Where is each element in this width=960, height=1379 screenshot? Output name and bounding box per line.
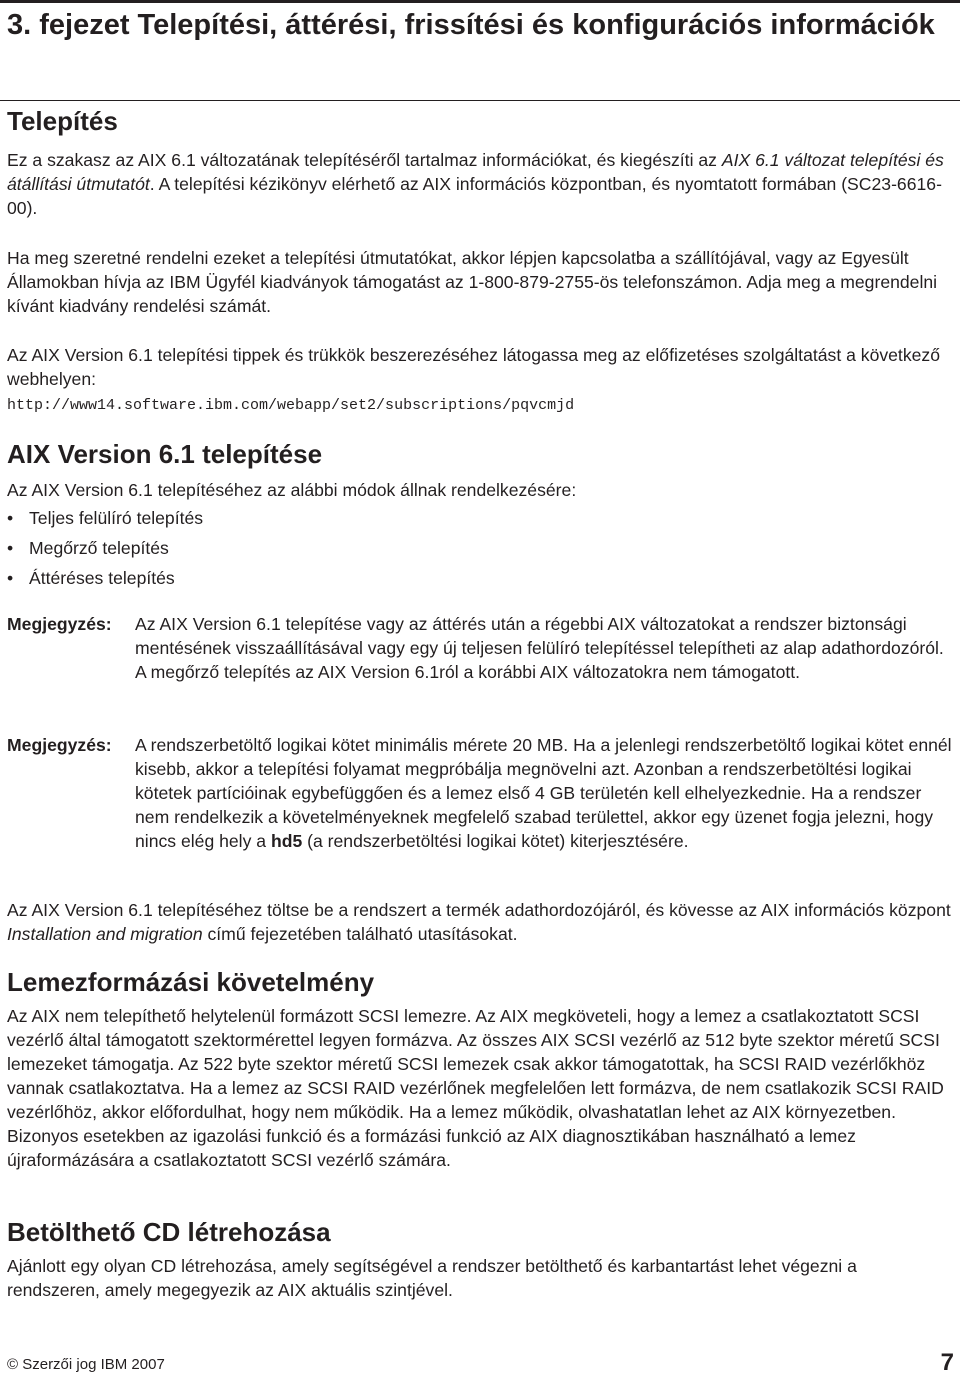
note-label: Megjegyzés:	[7, 614, 112, 634]
tips-paragraph: Az AIX Version 6.1 telepítési tippek és trükkök beszerezéséhez látogassa meg az előfizetéses szolgáltatást a következő webhelyen:	[7, 345, 940, 389]
footer-copyright: © Szerzői jog IBM 2007	[7, 1356, 165, 1373]
install-modes-intro: Az AIX Version 6.1 telepítéséhez az alábbi módok állnak rendelkezésére:	[7, 480, 577, 500]
list-item: • Teljes felülíró telepítés	[7, 508, 204, 528]
chapter-title: 3. fejezet Telepítési, áttérési, frissítési és konfigurációs információk	[7, 9, 935, 41]
bootable-cd-paragraph: Ajánlott egy olyan CD létrehozása, amely segítségével a rendszer betölthető és karbantartást lehet végezni a rendszeren, amely megegyezik az AIX aktuális szintjével.	[7, 1256, 857, 1300]
note-text: A rendszerbetöltő logikai kötet minimális mérete 20 MB. Ha a jelenlegi rendszerbetöltő logikai kötet ennél kisebb, akkor a telepítési folyamat megpróbálja megnövelni azt. Azonban a rendszerbetöltési logikai kötetek partícióinak egybefüggően és a lemez első 4 GB területén kell elhelyezkednie. Ha a rendszer nem rendelkezik a követelményeknek megfelelő szabad területtel, akkor egy üzenet fogja jelezni, hogy nincs elég hely a hd5 (a rendszerbetöltési logikai kötet) kiterjesztésére.	[135, 735, 952, 851]
heading-aix-install: AIX Version 6.1 telepítése	[7, 439, 323, 469]
disk-format-paragraph: Az AIX nem telepíthető helytelenül formázott SCSI lemezre. Az AIX megköveteli, hogy a lemez a csatlakoztatott SCSI vezérlő által támogatott szektormérettel legyen formázva. Az összes AIX SCSI vezérlő az 512 byte szektor méretű SCSI lemezeket támogatja. Az 522 byte szektor méretű SCSI lemezek csak akkor támogatottak, ha SCSI RAID vezérlőkhöz vannak csatlakoztatva. Ha a lemez az SCSI RAID vezérlőnek megfelelően lett formázva, de nem csatlakozik SCSI RAID vezérlőhöz, akkor előfordulhat, hogy nem működik. Ha a lemez működik, olvashatatlan lehet az AIX környezetben. Bizonyos esetekben az igazolási funkció és a formázási funkció az AIX diagnosztikában használható a lemez újraformázására a csatlakoztatott SCSI vezérlő számára.	[7, 1006, 944, 1170]
list-item: • Áttéréses telepítés	[7, 568, 175, 588]
section-rule	[0, 100, 960, 101]
heading-telepites: Telepítés	[7, 106, 118, 136]
note-text: Az AIX Version 6.1 telepítése vagy az áttérés után a régebbi AIX változatokat a rendszer biztonsági mentésének visszaállításával vagy egy új teljesen felülíró telepítéssel telepítheti az alap adathordozóról. A megőrző telepítés az AIX Version 6.1ról a korábbi AIX változatokra nem támogatott.	[135, 614, 944, 682]
closing-paragraph: Az AIX Version 6.1 telepítéséhez töltse be a rendszert a termék adathordozójáról, és kövesse az AIX információs központ Installation and migration című fejezetében található utasításokat.	[7, 900, 951, 944]
note-label: Megjegyzés:	[7, 735, 112, 755]
guide-title: AIX 6.1 változat telepítési és átállítási útmutatót	[7, 150, 944, 194]
chapter-reference: Installation and migration	[7, 924, 203, 944]
heading-bootable-cd: Betölthető CD létrehozása	[7, 1217, 331, 1247]
list-item: • Megőrző telepítés	[7, 538, 169, 558]
subscription-url[interactable]: http://www14.software.ibm.com/webapp/set2/subscriptions/pqvcmjd	[7, 397, 575, 414]
intro-paragraph: Ez a szakasz az AIX 6.1 változatának telepítéséről tartalmaz információkat, és kiegészíti az AIX 6.1 változat telepítési és átállítási útmutatót. A telepítési kézikönyv elérhető az AIX információs központban, és nyomtatott formában (SC23-6616-00).	[7, 150, 944, 218]
page-number: 7	[940, 1349, 954, 1376]
chapter-top-rule	[0, 0, 960, 3]
install-modes-list	[7, 503, 907, 593]
ordering-paragraph: Ha meg szeretné rendelni ezeket a telepítési útmutatókat, akkor lépjen kapcsolatba a szállítójával, vagy az Egyesült Államokban hívja az IBM Ügyfél kiadványok támogatást az 1-800-879-2755-ös telefonszámon. Adja meg a megrendelni kívánt kiadvány rendelési számát.	[7, 248, 938, 316]
hd5-term: hd5	[270, 831, 303, 851]
heading-disk-format: Lemezformázási követelmény	[7, 967, 375, 997]
